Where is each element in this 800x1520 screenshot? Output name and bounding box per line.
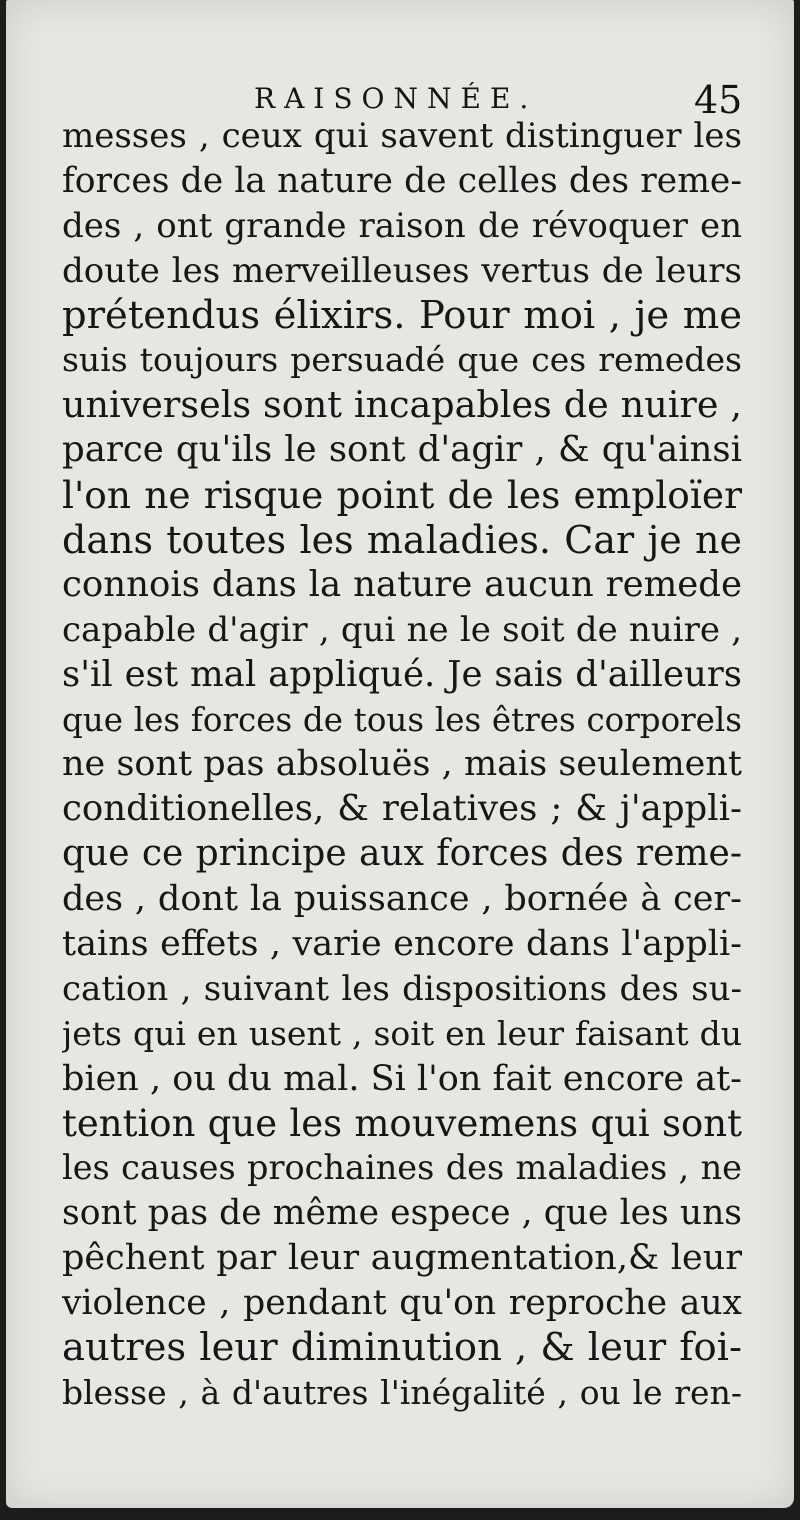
page-number: 45	[694, 78, 743, 122]
text-line: bien , ou du mal. Si l'on fait encore at-	[62, 1058, 742, 1099]
text-line: parce qu'ils le sont d'agir , & qu'ainsi	[62, 429, 742, 471]
text-line: s'il est mal appliqué. Je sais d'ailleurs	[62, 653, 742, 695]
running-title: RAISONNÉE.	[254, 82, 538, 115]
text-line: tention que les mouvemens qui sont	[62, 1101, 742, 1145]
text-line: forces de la nature de celles des reme-	[62, 160, 742, 201]
body-text	[62, 114, 742, 1416]
text-line: les causes prochaines des maladies , ne	[62, 1148, 742, 1188]
text-line: connois dans la nature aucun remede	[62, 563, 742, 605]
text-line: blesse , à d'autres l'inégalité , ou le ren-	[62, 1372, 742, 1412]
text-line: que ce principe aux forces des reme-	[62, 833, 742, 875]
text-line: prétendus élixirs. Pour moi , je me	[62, 293, 742, 338]
text-line: ne sont pas absoluës , mais seulement	[62, 744, 742, 785]
running-head	[6, 78, 794, 122]
text-line: universels sont incapables de nuire ,	[62, 383, 742, 427]
text-line: conditionelles, & relatives ; & j'appli-	[62, 788, 742, 830]
text-line: tains effets , varie encore dans l'appli-	[62, 924, 742, 965]
text-line: sont pas de même espece , que les uns	[62, 1193, 742, 1234]
text-line: cation , suivant les dispositions des su-	[62, 968, 742, 1009]
text-line: jets qui en usent , soit en leur faisant du	[62, 1013, 742, 1053]
text-line: doute les merveilleuses vertus de leurs	[62, 250, 742, 291]
text-line: capable d'agir , qui ne le soit de nuire ,	[62, 609, 742, 650]
text-line: pêchent par leur augmentation,& leur	[62, 1238, 742, 1279]
text-line: suis toujours persuadé que ces remedes	[62, 340, 742, 380]
text-line: violence , pendant qu'on reproche aux	[62, 1283, 742, 1324]
text-line: que les forces de tous les êtres corporels	[62, 700, 742, 739]
text-line: des , ont grande raison de révoquer en	[62, 205, 742, 246]
text-line: autres leur diminution , & leur foi-	[62, 1326, 742, 1371]
text-line: messes , ceux qui savent distinguer les	[62, 116, 742, 156]
text-line: l'on ne risque point de les emploïer	[62, 473, 742, 518]
text-line: dans toutes les maladies. Car je ne	[62, 518, 742, 563]
book-page	[6, 0, 794, 1508]
text-line: des , dont la puissance , bornée à cer-	[62, 879, 742, 920]
